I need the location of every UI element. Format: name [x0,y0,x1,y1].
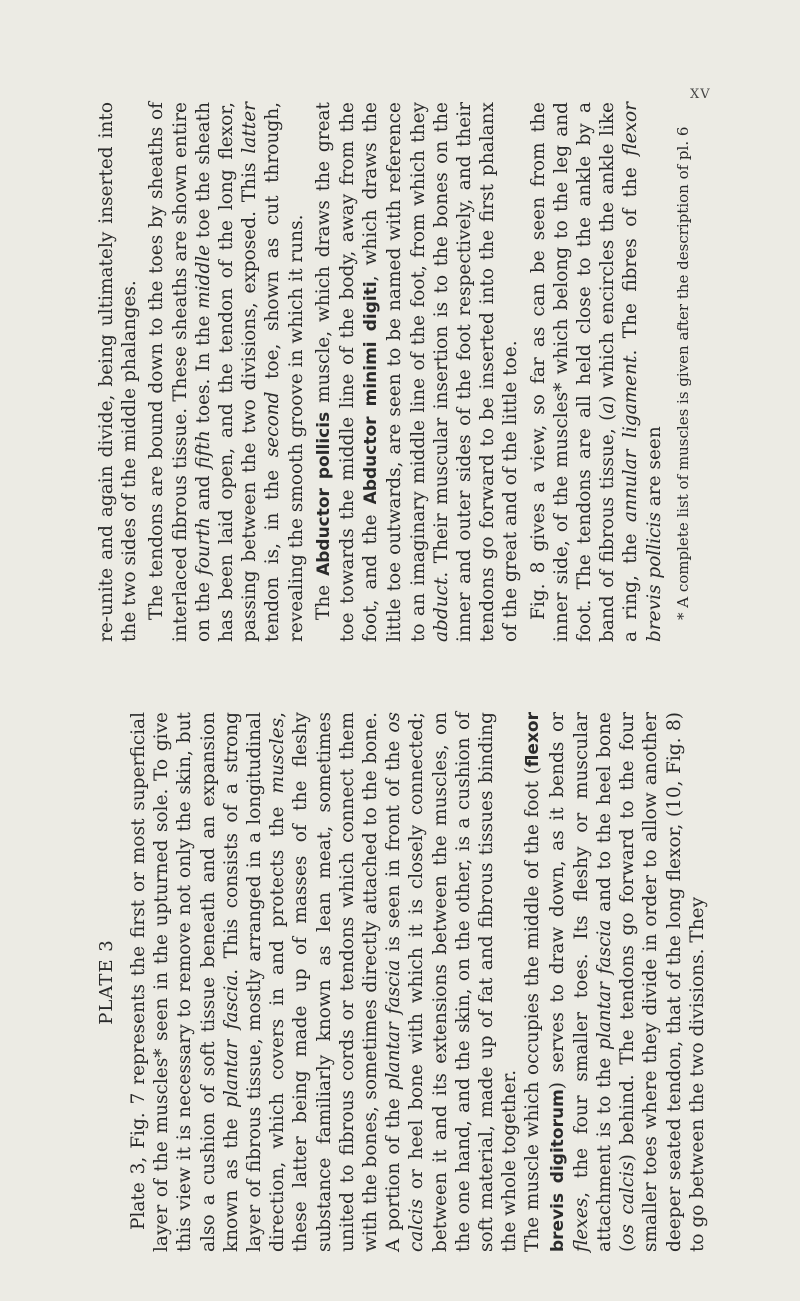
rotated-page [95,101,708,1252]
footnote: * A complete list of muscles is given after the description of pl. 6 [673,126,692,620]
left-column [95,712,709,1252]
right-column [95,102,695,642]
page-number: XV [690,87,711,102]
plate-heading: PLATE 3 [96,939,117,1025]
paragraph-continuation: re-unite and again divide, being ultimately inserted into the two sides of the middle phalanges. [96,102,141,642]
paragraph-abductors: The Abductor pollicis muscle, which draws the great toe towards the middle line of the body, away from the foot, and the Abductor minimi digiti, which draws the little toe outwards, are seen to be named with reference to an imaginary middle line of the foot, from which they abduct. Their muscular insertion is to the bones on the inner and outer sides of the foot respectively, and their tendons go forward to be inserted into the first phalanx of the great and of the little toe. [312,102,522,642]
paragraph-plate-3-fig-7: Plate 3, Fig. 7 represents the first or most superficial layer of the muscles* seen in the upturned sole. To give this view it is necessary to remove not only the skin, but also a cushion of soft tissue beneath and an expansion known as the plantar fascia. This consists of a strong layer of fibrous tissue, mostly arranged in a longitudinal direction, which covers in and protects the muscles, these latter being made up of masses of the fleshy substance familiarly known as lean meat, sometimes united to fibrous cords or tendons which connect them with the bones, sometimes directly attached to the bone. A portion of the plantar fascia is seen in front of the os calcis or heel bone with which it is closely connected; between it and its extensions between the muscles, on the one hand, and the skin, on the other, is a cushion of soft material, made up of fat and fibrous tissues binding the whole together. [128,712,521,1252]
paragraph-tendons: The tendons are bound down to the toes by sheaths of interlaced fibrous tissue. These sheaths are shown entire on the fourth and fifth toes. In the middle toe the sheath has been laid open, and the tendon of the long flexor, passing between the two divisions, exposed. This latter tendon is, in the second toe, shown as cut through, revealing the smooth groove in which it runs. [146,101,307,642]
paragraph-flexor-brevis: The muscle which occupies the middle of the foot (flexor brevis digitorum) serves to draw down, as it bends or flexes, the four smaller toes. Its fleshy or muscular attachment is to the plantar fascia and to the heel bone (os calcis) behind. The tendons go forward to the four smaller toes where they divide in order to allow another deeper seated tendon, that of the long flexor, (10, Fig. 8) to go between the two divisions. They [522,711,708,1252]
paragraph-fig-8: Fig. 8 gives a view, so far as can be seen from the inner side, of the muscles* which belong to the leg and foot. The tendons are all held close to the ankle by a band of fibrous tissue, (a) which encircles the ankle like a ring, the annular ligament. The fibres of the flexor brevis pollicis are seen [527,101,665,642]
